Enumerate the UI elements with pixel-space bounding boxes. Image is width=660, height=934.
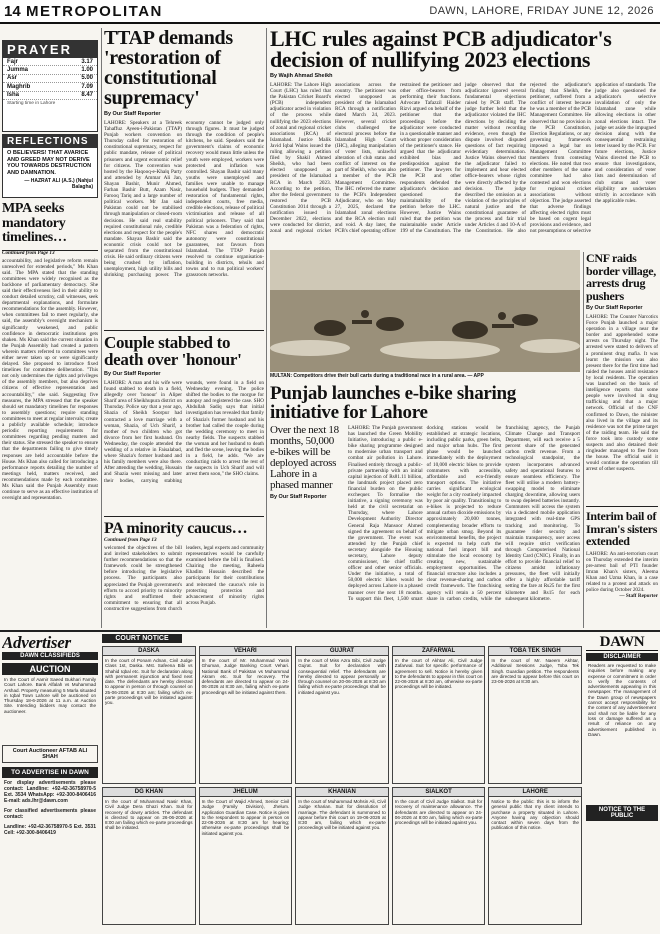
court-notice-item bbox=[488, 646, 582, 784]
prayer-times-box bbox=[2, 40, 98, 132]
prayer-time: 7.09 bbox=[81, 83, 93, 90]
prayer-title: PRAYER bbox=[3, 41, 97, 58]
prayer-name: Jumma bbox=[7, 67, 29, 74]
prayer-time: 8.47 bbox=[81, 92, 93, 99]
prayer-row bbox=[3, 66, 97, 74]
ebike-headline: Punjab launches e-bike sharing initiative for Lahore bbox=[270, 384, 516, 423]
court-notice-body: In the court of Ponam Adnan, Civil Judge Class 1st, Daska. Mst. Safeena Bibi vs Shahid Iqbal etc. Suit for declaration along with permanent injunction and fixed next date. The defendants are hereby directed to appear in person or through counsel on 25-06-2026 at 8:30 am; failing which ex-parte proceedings will be initiated against you. bbox=[105, 658, 193, 706]
classified-body: Landline: +92-42-36758970-5 Ext. 3531 Cell: +92-300-8406419 bbox=[4, 824, 96, 836]
prayer-time: 1.00 bbox=[81, 67, 93, 74]
court-notice-body: In the Court of Wajid Ahmed, Senior Civil Judge (Family Division), Jhelum. Application Guardian Case. Notice is given to the respondent to appear in person on 22-06-2026 at 8:30 am for hearing; otherwise ex-parte proceedings shall be initiated against you. bbox=[201, 799, 290, 836]
ebike-byline: By Our Staff Reporter bbox=[270, 494, 327, 500]
ebike-deck: Over the next 18 months, 50,000 e-bikes will be deployed across Lahore in a phased manner bbox=[270, 424, 339, 491]
cnf-headline: CNF raids border village, arrests drug pushers bbox=[586, 252, 656, 303]
disclaimer-title: DISCLAIMER bbox=[586, 653, 658, 661]
auctioneer-name: Court Auctioneer AFTAB ALI SHAH bbox=[2, 745, 98, 763]
photo-caption: MULTAN: Competitors drive their bull carts during a traditional race in a rural area. — APP bbox=[270, 373, 484, 379]
bail-signoff: — Staff Reporter bbox=[619, 593, 658, 600]
prayer-name: Fajr bbox=[7, 58, 19, 65]
court-notice-body: In the court of Muhammad Nasir Khan, Civil Judge Dera Ghazi Khan. Suit for recovery of dowry articles. The defendant is directed to appear on 26-06-2026 at 8:00 am failing which ex-parte proceedings shall be initiated. bbox=[105, 799, 193, 831]
prayer-name: Isha bbox=[7, 92, 20, 99]
court-notice-body: In the court of Civil Judge Sialkot. Suit for recovery of maintenance allowance. The defendants are directed to appear on 24-06-2026 at 8:00 am, failing which ex-parte proceedings will be initiated against you. bbox=[394, 799, 483, 826]
court-notice-item bbox=[392, 787, 486, 925]
court-notice-item bbox=[295, 646, 389, 784]
court-notice-city: SIALKOT bbox=[393, 788, 485, 797]
prayer-row bbox=[3, 75, 97, 83]
reflections-title: REFLECTIONS bbox=[3, 135, 97, 148]
reflections-quote: O BELIEVERS! THAT AVARICE AND GREED MAY NOT DERIVE YOU TOWARDS DESTRUCTION AND DAMNATION. bbox=[7, 150, 92, 176]
prayer-rows bbox=[3, 58, 97, 100]
dateline: DAWN, LAHORE, FRIDAY JUNE 12, 2026 bbox=[429, 5, 654, 17]
cnf-byline: By Our Staff Reporter bbox=[586, 305, 643, 311]
court-notice-item bbox=[199, 787, 293, 925]
court-notice-body: In the court of Muhammad Mohsin Ali, Civil Judge Kharian. Suit for dissolution of marriage. The defendant is summoned to appear before this court on 19-06-2026 at 8:30 am, failing which ex-parte proceedings will be initiated against you. bbox=[298, 799, 386, 831]
prayer-row bbox=[3, 92, 97, 100]
page-number: 14 bbox=[4, 3, 21, 20]
pa-headline: PA minority caucus… bbox=[104, 520, 248, 537]
cnf-body: LAHORE: The Counter Narcotics Force Punjab launched a major operation in a village near the border and apprehended some arrests on Thursday night. The arrested were stated to delivers of a prominent drug mafia. It was learnt the mission was also present there for the first time had raided the houses amid resistance by local residents. The operation was launched on the basis of intelligence reports that some people were involved in drug trafficking and that a major network. Official of the CNF confirmed to Dawn, the minister also lived in the village and its residence was not the prime target of the raiding team. He said the force took into custody some suspects and also detained their ringleader managed to flee from the house. The official said it would continue the operation till arrest of other suspects. bbox=[586, 314, 658, 473]
auction-body: In the Court of Aamir Saeed Bukhari Family Court Lahore. Bank Alfalah vs Muhammad Arshad. Property measuring 5 Marla situated in Iqbal Town Lahore will be auctioned on Thursday 18-6-2026 at 11 a.m. at Auction Site. Intending bidders may contact the auctioneer. bbox=[4, 677, 96, 714]
court-notice-body: Notice to the public: this is to inform the general public that my client intends to purchase a property situated in Lahore. Anyone having any objection should contact within seven days from the publication of this notice. bbox=[491, 799, 579, 831]
prayer-name: Asr bbox=[7, 75, 18, 82]
mpa-body: accountability, and legislative reform remain unresolved for extended periods," Ms Khan said. The MPA stated that the standing committees were widely recognised as the backbone of parliamentary democracy. She said their effectiveness lied in their ability to conduct detailed scrutiny, call witnesses, seek departmental explanations, and formulate recommendations for the assembly. However, when committees fail to meet regularly, she said, the assembly's oversight mechanism is significantly weakened, and public confidence in democratic institutions gets shaken. Ms Khan said the current situation in the Punjab Assembly had created a pattern wherein matters referred to committees were either never taken up or were significantly delayed. She proposed to introduce fixed timelines for committee deliberation. "This not only undermines the rights and privileges of the assembly members, but also deprives citizens of effective representation and accountability," she said. Suggesting five measures, the MPA stressed that the speaker should set mandatory timelines for responses to assembly questions; require standing committees to meet at regular intervals; create a publicly available schedule; introduce periodic reporting requirements for committees regarding pending matters and their status. She stressed the speaker to ensure that the departments failing to give timely responses are held accountable before the House. Ms Khan also called for introducing a performance reports detailing the number of meetings held, matters received, and recommendations made by each committee. Ms Khan said the Punjab Assembly must continue to serve as an effective institution of oversight and representation. bbox=[2, 257, 98, 502]
prayer-note: Starting time in Lahore bbox=[7, 100, 56, 106]
lhc-byline: By Wajih Ahmad Sheikh bbox=[270, 73, 333, 79]
masthead bbox=[0, 0, 660, 24]
court-notice-city: LAHORE bbox=[489, 788, 581, 797]
court-notice-item bbox=[295, 787, 389, 925]
ttap-body: LAHORE: Speakers at a Tehreek Tahaffuz Ayeen-i-Pakistan (TTAP) Punjab workers convention on Thursday called for restoration of constitutional supremacy, respect for public mandate, release of political prisoners and urgent economic relief for citizens. The convention was hosted by the Haqooq-e-Khalq Party and attended by Ammar Ali Jan, Shayan Bashir, Munir Ahmed, Farhan Bashir Butt, Azam Nasir, Farooq Tariq and a large number of political workers. Mr Jan said Pakistan could not be stabilised through manipulation or closed-room decisions. He said real stability required constitutional rule, credible elections and respect for the people's mandate. Shayan Bashir said the economic crisis could not be separated from the constitutional crisis. He said ordinary citizens were being crushed by inflation, unemployment, high utility bills and shrinking purchasing power. The economy cannot be judged only through figures. It must be judged through the condition of people's kitchens, he said. Speakers said the government's claims of economic recovery would mean little unless the youth were employed, workers were protected and inflation was controlled. Shayan Bashir said many youths were unemployed and families were unable to manage household budgets. They demanded restoration of fundamental rights, independent courts, free media, credible elections, release of political victimisation and release of all political prisoners. They said that Pakistan was a federation of rights, NFC shares and democratic autonomy were constitutional guarantees, not favours from Islamabad. The TTAP Punjab resolved to continue organisation-building in districts, tehsils and towns and to run political workers' grassroots networks. bbox=[104, 120, 264, 279]
story-mpa bbox=[2, 202, 98, 622]
classified-title: For classified advertisements please contact: bbox=[4, 808, 96, 820]
couple-headline: Couple stabbed to death over 'honour' bbox=[104, 334, 242, 369]
court-notice-body: In the court of Mr. Naeem Akhtar, Additional Sessions Judge, Toba Tek Singh. Guardian petition. The respondents are directed to appear before this court on 23-06-2026 at 8:30 am. bbox=[491, 658, 579, 685]
story-ebike bbox=[270, 384, 580, 628]
story-pa bbox=[104, 520, 264, 626]
story-couple bbox=[104, 334, 264, 514]
couple-byline: By Our Staff Reporter bbox=[104, 371, 161, 377]
court-notice-city: DASKA bbox=[103, 647, 195, 656]
court-notice-grid bbox=[102, 646, 582, 925]
prayer-row bbox=[3, 58, 97, 66]
bail-headline: Interim bail of Imran's sisters extended bbox=[586, 510, 658, 548]
to-advertise-title: TO ADVERTISE IN DAWN bbox=[2, 767, 98, 778]
prayer-time: 5.00 bbox=[81, 75, 93, 82]
reflections-box bbox=[2, 134, 98, 198]
court-notice-city: VEHARI bbox=[200, 647, 292, 656]
story-cnf bbox=[586, 252, 658, 502]
section-title: METROPOLITAN bbox=[26, 3, 163, 20]
auction-title: AUCTION bbox=[2, 663, 98, 675]
court-notice-title: COURT NOTICE bbox=[102, 634, 182, 643]
court-notice-item bbox=[488, 787, 582, 925]
dawn-disclaimer-panel bbox=[586, 634, 658, 932]
court-notice-body: In the court of Miss Azra Bibi, Civil Judge Gujrat. Suit for declaration with consequential relief. The defendants are hereby directed to appear personally or through counsel on 20-06-2026 at 8:30 am failing which ex-parte proceedings shall be initiated against you. bbox=[298, 658, 386, 695]
prayer-name: Maghrib bbox=[7, 83, 31, 90]
ttap-headline: TTAP demands 'restoration of constitutional supremacy' bbox=[104, 28, 233, 109]
photo-illustration bbox=[270, 250, 580, 372]
court-notices bbox=[102, 634, 582, 932]
court-notice-city: GUJRAT bbox=[296, 647, 388, 656]
prayer-row bbox=[3, 83, 97, 91]
court-notice-item bbox=[102, 787, 196, 925]
prayer-time: 3.17 bbox=[81, 58, 93, 65]
mpa-headline: MPA seeks mandatory timelines… bbox=[2, 202, 67, 245]
court-notice-item bbox=[102, 646, 196, 784]
mpa-continued: Continued from Page 13 bbox=[2, 249, 55, 256]
to-advertise-body: For display advertisements please contact: Landline: +92-42-36758970-5 Ext. 3534 WhatsApp: +92-300-8406416 E-mail: ads.lhr@dawn.com bbox=[4, 780, 96, 804]
bail-body: LAHORE: An anti-terrorism court on Thursday extended the interim pre-arrest bail of PTI founder Imran Khan's sisters, Aleema Khan and Uzma Khan, in a case related to a protest and attack on police during October 2024. bbox=[586, 550, 658, 594]
pa-continued: Continued from Page 13 bbox=[104, 537, 157, 543]
court-notice-body: In the court of Akhtar Ali, Civil Judge Zafarwal. Suit for specific performance of agreement to sell. Notice is hereby given to the defendants to appear in this court on 22-06-2026 at 8:30 am, otherwise ex-parte proceedings will be initiated. bbox=[394, 658, 483, 690]
advertiser-title: Advertiser bbox=[2, 634, 71, 652]
bullcart-race-photo bbox=[270, 250, 580, 372]
court-notice-city: ZAFARWAL bbox=[393, 647, 485, 656]
court-notice-item bbox=[392, 646, 486, 784]
lhc-headline: LHC rules against PCB adjudicator's decision of nullifying 2023 elections bbox=[270, 28, 612, 72]
pa-body: welcomed the objectives of the bill and invited stakeholders to submit further recommendations so that the framework could be strengthened before introducing the legislative process. The participants also appreciated the Punjab government's efforts to accord priority to minority rights and reaffirmed their commitment to ensuring that all constructive suggestions from church leaders, legal experts and community representatives would be carefully examined before the bill is finalised. Chairing the meeting, Raheela Khadim Hussain described the participants for their contributions and reiterated the caucus's role in protecting protection and advancement of minority rights across Punjab. bbox=[104, 545, 264, 612]
lhc-body: LAHORE: The Lahore High Court (LHC) has ruled that the Pakistan Cricket Board's (PCB) independent adjudicator acted in violation of the process while nullifying the 2023 elections of zonal and regional cricket associations (RCA) of Islamabad. Justice Malik Javid Iqbal Wains issued the ruling allowing a petition filed by Shakil Ahmed Sheikh, who had been elected unopposed as president of the Islamabad RCA in March 2023. According to the petition, after the federal government restored the PCB Constitution 2014 through a notification issued in December 2022, elections were conducted for district, zonal and regional cricket associations across the country. The petitioner was elected unopposed as president of the Islamabad RCA through a notification dated March 24, 2023. However, several cricket clubs challenged the electoral process before the Islamabad High Court (IHC), alleging manipulation of voter lists, unlawful alteration of club status and conflict of interest on the part of Sheikh, who was also a member of the PCB Management Committee. The IHC referred the matter to the PCB's Independent Adjudicator, who on May 27, 2025, declared the Islamabad zonal elections and the RCA election null and void. A day later, the PCB's chief operating officer restrained the petitioner and other office-bearers from performing their functions. Advocate Tafazzil Haider Rizvi argued on behalf of the petitioner that the proceedings before the adjudicator were conducted in a questionable manner and without proper consideration of the petitioner's stance. He argued that the adjudicator exhibited bias and predisposition against the petitioner. The lawyers for the PCB and other respondents defended the adjudicator's decision and questioned the maintainability of the petition before the LHC. However, Justice Wains ruled that the petition was maintainable under Article 199 of the Constitution. The judge observed that the adjudicator ignored several fundamental objections raised by PCB staff. The judge further held that the adjudicator violated the IHC directions by deciding the matter without recording evidence, even though the dispute involved disputed questions of fact requiring evidentiary determination. Justice Wains observed that the adjudicator failed to implement and hear elected office-bearers whose rights were directly affected by the decision. The judge described the omission as a violation of the principles of natural justice and the constitutional guarantee of the process and fair trial under Articles 4 and 10-A of the Constitution. He also rejected the adjudicator's finding that Sheikh, the petitioner, suffered from a conflict of interest because he was a member of the PCB Management Committee. He observed that no provision in the PCB Constitution, Election Regulations, or any governing framework imposed a legal bar on Management Committee members from contesting elections. He noted that two other members of the same committee had also contested and won elections for regional cricket associations without objection. The judge asserted that adverse findings affecting elected rights must be based on cogent legal provisions and evidence, and not presumptions or selective application of standards. The judge also questioned the adjudicator's selective invalidation of only the Islamabad zone while allowing elections in other zonal elections intact. The judge set aside the impugned decision along with the consequential restraining letter issued by the PCB. For future elections, Justice Wains directed the PCB to ensure that investigations, and consideration of voter lists and determination of club status and voter eligibility are undertaken strictly in accordance with the applicable rules. bbox=[270, 82, 656, 235]
reflections-attribution: — HAZRAT ALI (A.S.) (Nahjul Balagha) bbox=[24, 178, 93, 191]
story-bail bbox=[586, 510, 658, 628]
advertiser-panel bbox=[2, 634, 98, 932]
court-notice-body: In the court of Mr. Muhammad Yasin Ghuman, Judge Banking Court Vehari. National Bank of Pakistan vs Muhammad Akram etc. Suit for recovery. The defendants are directed to appear on 24-06-2026 at 8:30 am, failing which ex-parte proceedings will be initiated against them. bbox=[201, 658, 290, 695]
court-notice-item bbox=[199, 646, 293, 784]
court-notice-city: DG KHAN bbox=[103, 788, 195, 797]
dawn-logo: DAWN bbox=[586, 634, 658, 651]
ttap-byline: By Our Staff Reporter bbox=[104, 111, 161, 117]
disclaimer-body: Readers are requested to make inquiries before making any expense or commitment in order to verify the contents of advertisements appearing in this newspaper. The management of the Dawn group of newspapers cannot accept responsibility for the content of any advertisement and shall not be liable for any loss or damage suffered as a result of reliance on any advertisement published in Dawn. bbox=[588, 663, 656, 737]
story-ttap bbox=[104, 28, 264, 328]
story-lhc bbox=[270, 28, 656, 248]
ebike-body: LAHORE: The Punjab government has launched the Green Mobility Initiative, introducing a public e-bike sharing programme designed to modernise urban transport and combat air pollution in Lahore. Finalised entirely through a public-private partnership with an initial capital injection of Rs81.11 billion, the landmark project placed zero financial burden on the public exchequer. To formalise the initiative, a signing ceremony was held at the civil secretariat on Thursday, where Lahore Development Authority Director General Raja Mansoor Ahmed signed the agreement on behalf of the government. The event was attended by the Punjab chief secretary alongside the Housing secretary, Lahore deputy commissioner, the chief traffic officer and other senior officials. Under the initiative, a total of 50,000 electric bikes would be deployed across Lahore in a phased manner over the next 18 months. To support this fleet, 1,500 smart docking stations would be established at strategic locations, including public parks, green belts, and major urban hubs. The first phase would be launched immediately with the deployment of 10,000 electric bikes to provide commuters with accessible, affordable and eco-friendly transport options. The initiative carries significant ecological weight for a city routinely impacted by poor air quality. Transitioning to e-bikes is projected to reduce annual carbon dioxide emissions by approximately 20,000 tonnes, complementing broader efforts to mitigate urban smog. Beyond its environmental benefits, the project is expected to help curb the national fuel import bill and stimulate the local economy by creating new, sustainable employment opportunities. The financial structure also includes a clear revenue-sharing and carbon credit framework. The franchising agency will retain a 50 percent share in carbon credits, while the franchising agency, the Punjab Climate Change and Transport Department, will each receive a 5 percent share of the generated carbon credit revenue. From a technological standpoint, the system incorporates advanced safety and operational features to ensure seamless efficiency. The fleet will utilise a modern battery-swapping model to eliminate charging downtime, allowing users to swap depleted batteries instantly. Commuters will access the system via a dedicated mobile application integrated with real-time GPS tracking and monitoring. To guarantee rider security and maintain transparency, user access will require strict verification through Computerised National Identity Card (CNIC). Finally, in an effort to provide financial relief to citizens amidst inflationary pressures, the fleet will initially offer a highly affordable tariff setting the fare at Rs25 for the first kilometre and Rs15 for each subsequent kilometre. bbox=[348, 425, 580, 602]
court-notice-city: TOBA TEK SINGH bbox=[489, 647, 581, 656]
court-notice-city: KHANIAN bbox=[296, 788, 388, 797]
advertiser-sub: DAWN CLASSIFIEDS bbox=[2, 652, 98, 660]
couple-body: LAHORE: A man and his wife were found stabbed to death in a field, allegedly over 'honour' in Aliper Sharif area of Sheikhupura district on Thursday. Police say that a year ago, Shazia of Sheikh Soorpur had contracted a love marriage with a woman, Shazia, of Uch Sharif, a mother of two children who got divorce from her first husband. On Wednesday, the couple attended the wedding of a relative in Faisalabad, where Shazia's former husband and his family members were also there. After attending the wedding, Hussain and Shazia went missing and later their bodies, carrying stabbing wounds, were found in a field on Wednesday evening. The police shifted the bodies to the morgue for autopsy and registered the case. SHO Abdullah Sadiq says that initial investigation has revealed that family of Shazia's former husband and his brother had called the couple during the wedding ceremony to meet in nearby fields. The suspects stabbed the woman and her husband to death and fled the scene, leaving the bodies in a field, he adds. "We are conducting raids to arrest the rest of the suspects in Uch Sharif and will arrest them soon," the SHO claims. bbox=[104, 380, 264, 484]
notice-public-title: NOTICE TO THE PUBLIC bbox=[586, 805, 658, 821]
court-notice-city: JHELUM bbox=[200, 788, 292, 797]
